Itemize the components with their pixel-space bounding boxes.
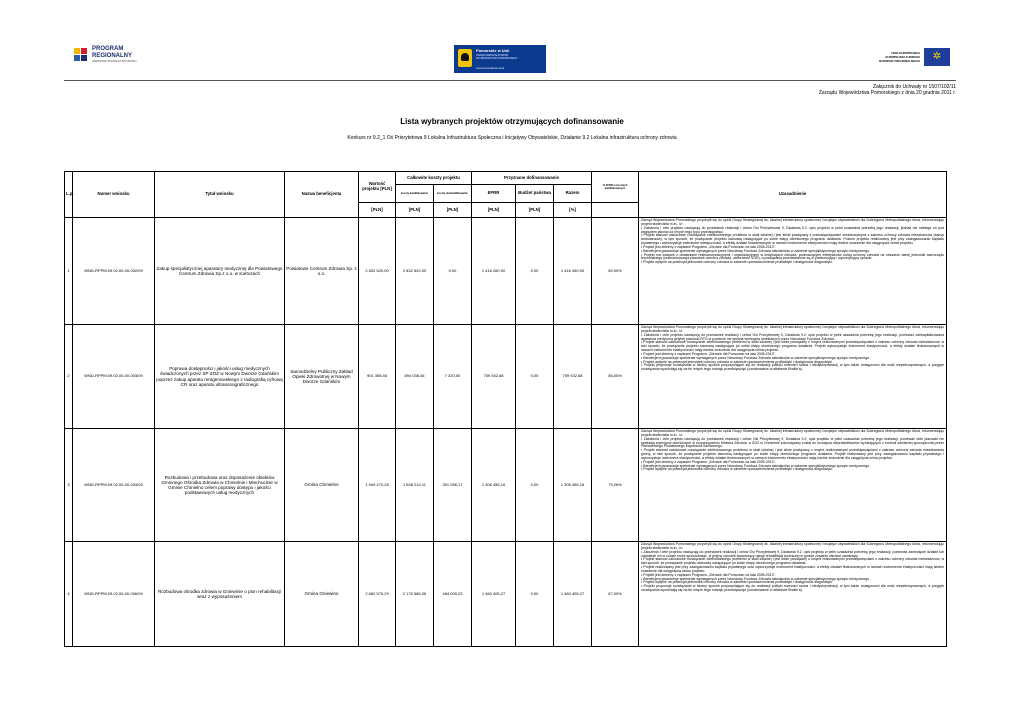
header-divider [64, 80, 956, 81]
header-numer-wniosku: Numer wniosku [73, 172, 155, 218]
uzasadnienie-paragraph: Zarząd Województwa Pomorskiego przychylił się do opinii Grupy Strategicznej ds. lokalnej infrastruktury społecznej i inicjatyw obywatelskich dla Subregionu Metropolitalnego która, rekomendując projekt stwierdziła m.in., iż: [641, 429, 945, 437]
cell-numer: WND-RPPM.09.02.00-00-004/09 [73, 429, 155, 542]
uzasadnienie-paragraph: Zarząd Województwa Pomorskiego przychylił się do opinii Grupy Strategicznej ds. lokalnej infrastruktury społecznej i inicjatyw obywatelskich dla Subregionu Metropolitalnego która, rekomendując projekt stwierdziła m.in., iż: [641, 325, 945, 333]
cell-kwalif: 894 038,46 [396, 325, 434, 429]
cell-razem: 1 306 456,16 [554, 429, 592, 542]
uzasadnienie-paragraph: • Projekt stanowi całościowe rozwiązanie zdefiniowanego problemu w skali lokalnej i jest silnie powiązany z innymi realizowanymi przedsięwzięciami z zakresu ochrony zdrowia mieszkańców, w taki sposób, że powiązanie projektu stanowią następujące po sobie etapy określonego programu działania. Projekt wykorzystuje instrument elastyczności, a efekty działań finansowanych w ramach instrumentu elastyczności mają istotne znaczenie dla osiągnięcia celów projektu. [641, 340, 945, 353]
cell-niekwalif: 301 056,17 [434, 429, 472, 542]
griffin-crest-icon [458, 49, 472, 67]
header-wartosc-projektu: Wartość projektu [PLN] [359, 172, 396, 203]
cell-beneficjent: Gmina Chmielno [285, 429, 359, 542]
header-nazwa-beneficjenta: Nazwa beneficjenta [285, 172, 359, 218]
cell-efrr: 1 460 405,27 [472, 542, 516, 647]
uzasadnienie-paragraph: • Projekt proponuje rozwiązania w istotny sposób przyczyniające się do realizacji polityki równości szans i niedyskryminacji, w tym także dostępności dla osób niepełnosprawnych, a przyjęte rozwiązania wyróżniają się na tle innych tego rodzaju przedsięwzięć (oznakowanie w alfabecie Braille'a). [641, 363, 945, 372]
table-body [65, 218, 947, 647]
header-budzet-panstwa: Budżet państwa [516, 185, 554, 203]
cell-budzet: 0,00 [516, 218, 554, 325]
cell-uzasadnienie [639, 325, 947, 429]
cell-lp: 4 [65, 542, 73, 647]
uzasadnienie-paragraph: • Beneficjent gwarantuje spełnienie wymaganych przez Narodowy Fundusz Zdrowia standardów w zakresie specjalistycznego sprzętu medycznego. [641, 355, 871, 360]
logo-right-line3: ROZWOJU REGIONALNEGO [879, 59, 920, 63]
uzasadnienie-paragraph: • Beneficjent gwarantuje spełnienie wymaganych przez Narodowy Fundusz Zdrowia standardów w zakresie specjalistycznego sprzętu medycznego. [641, 463, 871, 468]
attachment-line1: Załącznik do Uchwały nr 1507/102/11 [872, 84, 956, 90]
cell-tytul: Rozbudowa ośrodka zdrowia w Gniewinie o pion rehabilitacji wraz z wyposażeniem [155, 542, 285, 647]
uzasadnienie-paragraph: • Projekt wpłynie na potencjał jednostek ochrony zdrowia w zakresie upowszechnienia profilaktyki i dostępności diagnostyki. [641, 260, 833, 265]
cell-wartosc: 2 832 520,00 [359, 218, 396, 325]
uzasadnienie-paragraph: • Projekt ma związek z działaniami restrukturyzacyjnymi i organizacyjnymi w instytucjach zdrowia, podnoszącymi efektywność usług ochrony zdrowia na obszarze danej jednostki samorządu terytorialnego (restrukturyzacja placówek ochrony zdrowia, utworzenie SOR), a powiązania przedstawione są w przekonujący i wyczerpujący sposób. [641, 252, 945, 261]
cell-tytul: Poprawa dostępności i jakości usług medycznych świadczonych przez SP ZOZ w Nowym Dworze Gdańskim poprzez zakup aparatu rentgenowskiego z radiografią cyfrową CR oraz aparatu ultrasonograficznego [155, 325, 285, 429]
cell-wartosc: 901 358,46 [359, 325, 396, 429]
unit-kwalif: [PLN] [359, 203, 396, 218]
cell-niekwalif: 0,00 [434, 218, 472, 325]
cell-niekwalif: 7 320,00 [434, 325, 472, 429]
cell-uzasadnienie [639, 542, 947, 647]
cell-lp: 3 [65, 429, 73, 542]
cell-procent: 50,00% [592, 218, 639, 325]
cell-numer: WND-RPPM.09.02.00-00-006/09 [73, 542, 155, 647]
eu-logo [862, 48, 954, 72]
header-calkowite-koszty: Całkowite koszty projektu [396, 172, 472, 185]
cell-kwalif: 2 176 566,06 [396, 542, 434, 647]
cell-uzasadnienie [639, 429, 947, 542]
cell-procent: 79,26% [592, 429, 639, 542]
cell-lp: 2 [65, 325, 73, 429]
table-row [65, 218, 947, 325]
uzasadnienie-paragraph: • Beneficjent gwarantuje spełnienie wymaganych przez Narodowy Fundusz Zdrowia standardów w zakresie specjalistycznego sprzętu medycznego. [641, 576, 871, 581]
logo-mid-line3: WOJEWÓDZTWA POMORSKIEGO [476, 57, 518, 61]
cell-wartosc: 2 660 575,29 [359, 542, 396, 647]
document-subtitle: Konkurs nr 9.2_1 Oś Priorytetowa 9 Lokalna Infrastruktura Społeczna i Inicjatywy Obywatelskie, Działanie 9.2 Lokalna infrastruktura ochrony zdrowia [347, 135, 677, 141]
cell-kwalif: 1 648 214,11 [396, 429, 434, 542]
document-title: Lista wybranych projektów otrzymujących dofinansowanie [400, 117, 624, 126]
logo-bar [64, 40, 954, 80]
unit-razem: [PLN] [516, 203, 554, 218]
uzasadnienie-paragraph: • Projekt wpłynie na potencjał jednostek ochrony zdrowia w zakresie upowszechnienia profilaktyki i dostępności diagnostyki. [641, 359, 833, 364]
cell-efrr: 1 306 456,16 [472, 429, 516, 542]
uzasadnienie-paragraph: • Założenia i cele projektu nawiązują do przesłanek realizacji i celów Osi Priorytetowej 9, Działania 9.2, opis projektu w pełni uzasadnia potrzebę jego realizacji, ponieważ zamknięcie działań lub oddalenie ich w czasie może spowodować, iż jedyny ośrodek świadczący usługi rehabilitacji leczniczej w gminie zostanie wkrótce zamknięty. [641, 549, 945, 558]
uzasadnienie-paragraph: • Założenia i cele projektu nawiązują do przesłanek realizacji i celów Osi Priorytetowej 9, Działania 9.2, opis projektu w pełni uzasadnia potrzebę jego realizacji, jednak nie odbiega on pod względem jakości od innych tego typu przedsięwzięć. [641, 225, 945, 234]
cell-numer: WND-RPPM.09.02.00-00-002/09 [73, 218, 155, 325]
uzasadnienie-paragraph: • Projekt jest zbieżny z zapisami Programu „Zdrowie dla Pomorzan na lata 2005-2013”. [641, 244, 776, 249]
uzasadnienie-paragraph: • Projekt jest zbieżny z zapisami Programu „Zdrowie dla Pomorzan na lata 2005-2013”. [641, 459, 776, 464]
unit-procent: [%] [554, 203, 592, 218]
logo-mid-line2: URZĄD MARSZAŁKOWSKI [476, 54, 509, 57]
logo-right-line2: EUROPEJSKI FUNDUSZ [885, 55, 920, 59]
cell-razem: 1 416 260,00 [554, 218, 592, 325]
cell-tytul: Rozbudowa i przebudowa oraz doposażenie obiektów Gminnego Ośrodka Zdrowia w Chmielnie i Miechucinie w Gminie Chmielno celem poprawy dostępu i jakości podstawowych usług medycznych [155, 429, 285, 542]
cell-budzet: 0,00 [516, 325, 554, 429]
table-row [65, 429, 947, 542]
unit-budzet: [PLN] [472, 203, 516, 218]
cell-beneficjent: Samodzielny Publiczny Zakład Opieki Zdrowotnej w Nowym Dworze Gdańskim [285, 325, 359, 429]
uzasadnienie-paragraph: • Projekt proponuje rozwiązania w istotny sposób przyczyniające się do realizacji polityki równości szans i niedyskryminacji, w tym także dostępności dla osób niepełnosprawnych, a przyjęte rozwiązania wyróżniają się na tle innych tego rodzaju przedsięwzięć (oznakowanie w alfabecie Braille'a). [641, 584, 945, 593]
cell-efrr: 759 932,68 [472, 325, 516, 429]
logo-mid-url: www.pomorskieweunii.pl [476, 67, 505, 70]
uzasadnienie-paragraph: • Projekt stanowi całościowe rozwiązanie zdefiniowanego problemu w skali lokalnej i jest silnie powiązany z przedsięwzięciami zrealizowanymi z zakresu ochrony zdrowia mieszkańców (zakup ambulansów), w tym sposób, że powiązanie projektu stanowią następujące po sobie etapy określonego programu działania. Poziom projektu realizowany jest przy zaangażowaniu kapitału prywatnego i wykorzystuje instrument elastyczności, a efekty działań finansowanych w ramach instrumentu elastyczności mają istotne znaczenie dla osiągnięcia celów projektu. [641, 233, 945, 246]
table-row [65, 542, 947, 647]
uzasadnienie-paragraph: • Projekt stanowi całościowe rozwiązanie zdefiniowanego problemu w skali lokalnej i jest silnie powiązany z innymi realizowanymi przedsięwzięciami z zakresu ochrony zdrowia mieszkańców gminy, w taki sposób, że powiązanie projektu stanowią następujące po sobie etapy określonego programu działania. Projekt realizowany jest przy zaangażowaniu kapitału prywatnego i wykorzystuje instrument elastyczności, a efekty działań finansowanych w ramach instrumentu elastyczności mają istotne znaczenie dla osiągnięcia celów projektu. [641, 448, 945, 460]
header-razem: Razem [554, 185, 592, 203]
logo-left-line1: PROGRAM [92, 46, 124, 52]
cell-wartosc: 1 949 270,28 [359, 429, 396, 542]
cell-efrr: 1 416 260,00 [472, 218, 516, 325]
header-koszty-niekwalifikowalne: koszty niekwalifikowalne [434, 185, 472, 203]
unit-efrr: [PLN] [434, 203, 472, 218]
cell-uzasadnienie [639, 218, 947, 325]
cell-razem: 1 460 405,27 [554, 542, 592, 647]
uzasadnienie-paragraph: • Projekt jest zbieżny z zapisami Programu „Zdrowie dla Pomorzan na lata 2005-2013”. [641, 572, 776, 577]
logo-left-line2: REGIONALNY [92, 52, 133, 59]
cell-beneficjent: Gmina Gniewino [285, 542, 359, 647]
uzasadnienie-paragraph: • Projekt realizowany jest przy zaangażowaniu kapitału prywatnego oraz wykorzystuje instrument elastyczności, a efekty działań finansowanych w ramach instrumentu elastyczności mają istotne znaczenie dla osiągnięcia celów projektu. [641, 565, 945, 573]
logo-mid-line1: Pomorskie w Unii [476, 48, 510, 53]
attachment-line2: Zarządu Województwa Pomorskiego z dnia 20 grudnia 2011 r. [818, 90, 956, 96]
cell-lp: 1 [65, 218, 73, 325]
eu-flag-icon: ✲ [924, 48, 950, 66]
cell-procent: 67,09% [592, 542, 639, 647]
header-lp: L.p. [65, 172, 73, 218]
header-przyznane-dofinansowanie: Przyznane dofinansowanie [472, 172, 592, 185]
cell-tytul: Zakup specjalistycznej aparatury medycznej dla Powiatowego Centrum Zdrowia Sp.z o.o. w Kartuzach [155, 218, 285, 325]
uzasadnienie-paragraph: • Projekt stanowi całościowe rozwiązanie zdefiniowanego problemu w skali lokalnej i jest silnie powiązany z innymi realizowanymi przedsięwzięciami z zakresu ochrony zdrowia mieszkańców, w taki sposób, że powiązanie projektu stanowią następujące po sobie etapy określonego programu działania. [641, 557, 945, 566]
cell-razem: 759 932,68 [554, 325, 592, 429]
logo-left-small: NARODOWA STRATEGIA SPÓJNOŚCI [92, 60, 137, 63]
header-tytul-wniosku: Tytuł wniosku [155, 172, 285, 218]
header-procent-efrr: % EFRR w kosztach kwalifikowanych [592, 172, 639, 203]
cell-budzet: 0,00 [516, 429, 554, 542]
table-row [65, 325, 947, 429]
logo-right-line1: UNIA EUROPEJSKA [891, 51, 920, 55]
cell-beneficjent: Powiatowe Centrum Zdrowia Sp. z o.o. [285, 218, 359, 325]
uzasadnienie-paragraph: Zarząd Województwa Pomorskiego przychylił się do opinii Grupy Strategicznej ds. lokalnej infrastruktury społecznej i inicjatyw obywatelskich dla Subregionu Metropolitalnego która, rekomendując projekt stwierdziła m.in., iż: [641, 542, 945, 550]
uzasadnienie-paragraph: • Projekt wpłynie na potencjał jednostek ochrony zdrowia w zakresie upowszechnienia profilaktyki i dostępności diagnostyki. [641, 467, 833, 472]
uzasadnienie-paragraph: Zarząd Województwa Pomorskiego przychylił się do opinii Grupy Strategicznej ds. lokalnej infrastruktury społecznej i inicjatyw obywatelskich dla Subregionu Metropolitalnego która, rekomendując projekt stwierdziła m.in., iż: [641, 218, 945, 226]
cell-numer: WND-RPPM.09.02.00-00-003/09 [73, 325, 155, 429]
program-regionalny-logo-icon [74, 48, 88, 64]
uzasadnienie-paragraph: • Beneficjent gwarantuje spełnienie wymaganych przez Narodowy Fundusz Zdrowia standardów w zakresie specjalistycznego sprzętu medycznego. [641, 248, 871, 253]
uzasadnienie-paragraph: • Projekt jest zbieżny z zapisami Programu „Zdrowie dla Pomorzan na lata 2005-2013”. [641, 351, 776, 356]
header-uzasadnienie: Uzasadnienie [639, 172, 947, 218]
program-regionalny-logo [74, 46, 154, 70]
unit-niekwalif: [PLN] [396, 203, 434, 218]
header-efrr: EFRR [472, 185, 516, 203]
attachment-note [819, 84, 956, 96]
uzasadnienie-paragraph: • Założenia i cele projektu nawiązują do przesłanek realizacji i celów Osi Priorytetowej 9, Działania 9.2, opis projektu w pełni uzasadnia potrzebę jego realizacji, ponieważ zdekapitalizowana aparatura medyczna jedynej placówki RTG w powiecie nie spełnia wymogów określanych przez Narodowy Fundusz Zdrowia. [641, 332, 945, 341]
uzasadnienie-paragraph: • Założenia i cele projektu nawiązują do przesłanek realizacji i celów Osi Priorytetowej 9, Działania 9.2, opis projektu w pełni uzasadnia potrzebę jego realizacji, ponieważ obie placówki nie spełniają wymogów określonych w rozporządzeniu Ministra Zdrowia, a GOZ w Chmielnie zobowiązany został do usunięcia nieprawidłowości wynikających z kontroli sanitarnej sporządzonej przez Państwowego Powiatowego Inspektora Sanitarnego. [641, 436, 945, 449]
projects-table [64, 171, 947, 647]
cell-budzet: 0,00 [516, 542, 554, 647]
cell-niekwalif: 484 009,23 [434, 542, 472, 647]
cell-procent: 85,00% [592, 325, 639, 429]
cell-kwalif: 2 832 520,00 [396, 218, 434, 325]
pomorskie-w-unii-logo [454, 45, 546, 73]
uzasadnienie-paragraph: • Projekt wpłynie na potencjał jednostek ochrony zdrowia w zakresie upowszechnienia profilaktyki i dostępności diagnostyki. [641, 580, 833, 585]
header-koszty-kwalifikowalne: koszty kwalifikowalne [396, 185, 434, 203]
